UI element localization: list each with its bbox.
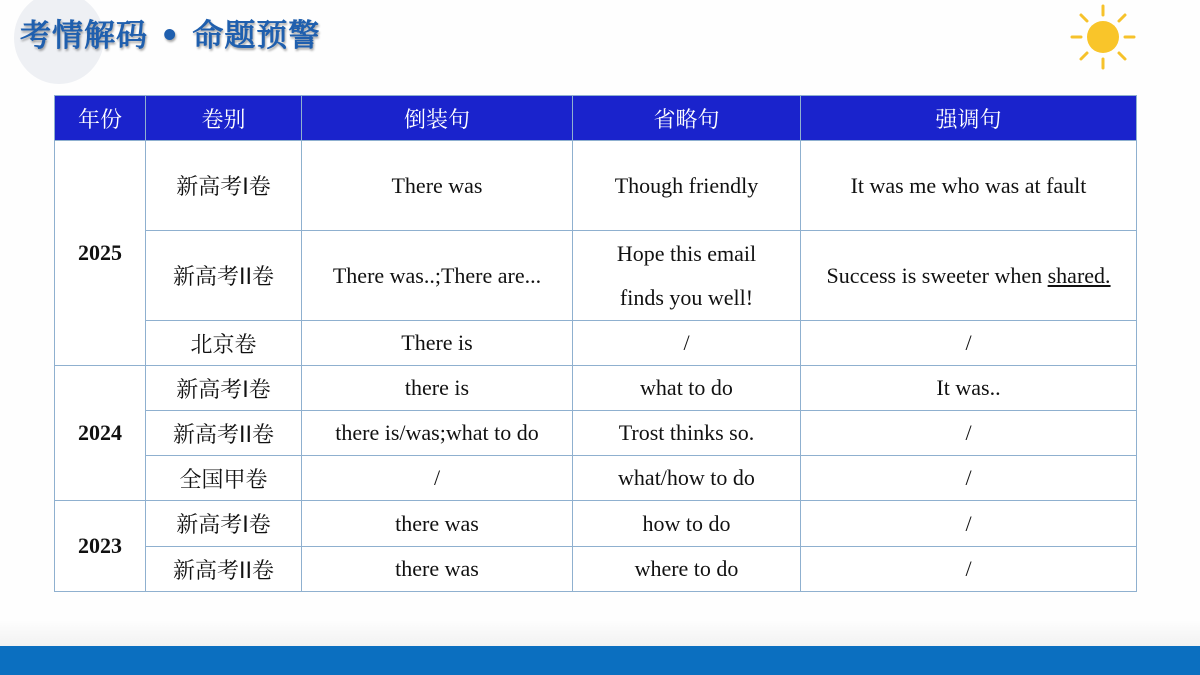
table-row [55, 366, 1137, 411]
ellipsis-cell: / [573, 321, 801, 366]
table-row [55, 321, 1137, 366]
bottom-bar [0, 646, 1200, 675]
table-row [55, 231, 1137, 321]
table-row [55, 547, 1137, 592]
sun-icon [1068, 2, 1138, 72]
paper-cell: 新高考I卷 [146, 141, 302, 231]
table-row [55, 501, 1137, 547]
paper-cell: 新高考I卷 [146, 366, 302, 411]
ellipsis-cell: Though friendly [573, 141, 801, 231]
emphasis-cell: It was me who was at fault [801, 141, 1137, 231]
header-year: 年份 [55, 96, 146, 141]
emphasis-cell: It was.. [801, 366, 1137, 411]
ellipsis-line: Hope this email [616, 240, 757, 266]
ellipsis-cell: what/how to do [573, 456, 801, 501]
inversion-cell: / [302, 456, 573, 501]
ellipsis-cell: how to do [573, 501, 801, 547]
inversion-cell: there was [302, 547, 573, 592]
table-row [55, 456, 1137, 501]
table-row [55, 411, 1137, 456]
ellipsis-cell [573, 231, 801, 321]
inversion-cell: There was..;There are... [302, 231, 573, 321]
emphasis-cell: / [801, 456, 1137, 501]
paper-cell: 新高考II卷 [146, 547, 302, 592]
inversion-cell: there is [302, 366, 573, 411]
exam-table [54, 95, 1137, 592]
header-emphasis: 强调句 [801, 96, 1137, 141]
paper-cell: 新高考I卷 [146, 501, 302, 547]
paper-cell: 新高考II卷 [146, 231, 302, 321]
emphasis-cell: / [801, 501, 1137, 547]
emphasis-cell: / [801, 547, 1137, 592]
table-header-row [55, 96, 1137, 141]
emphasis-underlined: shared. [1047, 262, 1111, 288]
header-paper: 卷别 [146, 96, 302, 141]
inversion-cell: there was [302, 501, 573, 547]
year-cell: 2025 [55, 141, 146, 366]
year-cell: 2023 [55, 501, 146, 592]
inversion-cell: There is [302, 321, 573, 366]
header-inversion: 倒装句 [302, 96, 573, 141]
ellipsis-cell: what to do [573, 366, 801, 411]
paper-cell: 新高考II卷 [146, 411, 302, 456]
inversion-cell: there is/was;what to do [302, 411, 573, 456]
paper-cell: 全国甲卷 [146, 456, 302, 501]
ellipsis-cell: where to do [573, 547, 801, 592]
emphasis-cell: / [801, 321, 1137, 366]
inversion-cell: There was [302, 141, 573, 231]
emphasis-text: Success is sweeter when [826, 262, 1048, 288]
emphasis-cell [801, 231, 1137, 321]
header-ellipsis: 省略句 [573, 96, 801, 141]
page-title: 考情解码 • 命题预警 [20, 18, 321, 54]
ellipsis-cell: Trost thinks so. [573, 411, 801, 456]
bottom-shade [0, 620, 1200, 646]
ellipsis-line: finds you well! [619, 284, 754, 310]
table-row [55, 141, 1137, 231]
emphasis-cell: / [801, 411, 1137, 456]
paper-cell: 北京卷 [146, 321, 302, 366]
year-cell: 2024 [55, 366, 146, 501]
